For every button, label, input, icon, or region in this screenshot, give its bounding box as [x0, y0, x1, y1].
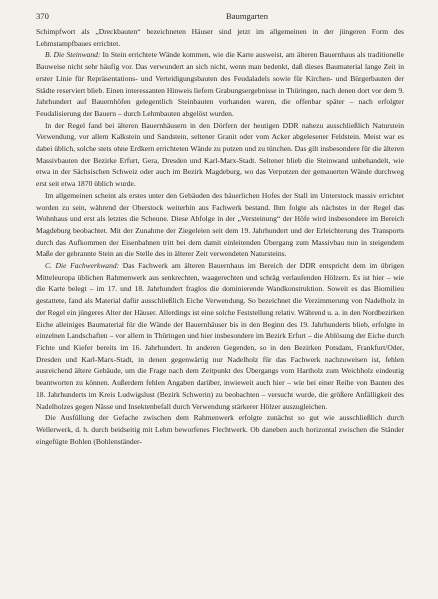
paragraph-text: Die Ausfüllung der Gefache zwischen dem Rahmenwerk erfolgte zunächst so gut wie ausschließlich durch Wellerwerk, d. h. durch beidseitig mit Lehm beworfenes Flechtwerk. Ob daneben auch horizontal zwischen die Ständer eingefügte Bohlen (Bohlenständer- — [36, 413, 404, 446]
paragraph — [36, 26, 404, 49]
paragraph-text: In Stein errichtete Wände kommen, wie die Karte ausweist, am älteren Bauernhaus als traditionelle Bauweise nicht sehr häufig vor. Das verwundert an sich nicht, wenn man bedenkt, daß dieses Baumaterial lange Zeit in erster Linie für Repräsentations- und Verteidigungsbauten des Feudaladels sowie für Kirchen- und Bürgerbauten der Städte reserviert blieb. Einen interessanten Hinweis liefern Grabungsergebnisse in Thüringen, nach denen dort vor dem 9. Jahrhundert auf Bauernhöfen gelegentlich Steinbauten vorhanden waren, die offenbar später – nach erfolgter Feudalisierung der Bauern – durch Lehmbauten abgelöst wurden. — [36, 50, 405, 118]
page-number: 370 — [36, 11, 49, 21]
paragraph-section-c — [36, 260, 404, 412]
paragraph-text: Im allgemeinen scheint als erstes unter den Gebäuden des bäuerlichen Hofes der Stall im Unterstock massiv errichtet worden zu sein, während der Oberstock weiterhin aus Fachwerk bestand. Ihm folgte als nächstes in der Regel das Wohnhaus und erst als letztes die Scheune. Diese Abfolge in der „Versteinung“ der Höfe wird insbesondere im Bereich Magdeburg beobachtet. Mit der Zunahme der Ziegeleien seit dem 19. Jahrhundert und der Erleichterung des Transports durch das Aufkommen der Eisenbahnen tritt bei dem damit einleitenden Übergang zum Massivbau nun in steigendem Maße der gebrannte Stein an die Stelle des in älterer Zeit verwendeten Natursteins. — [36, 190, 404, 259]
page-header — [36, 11, 404, 22]
paragraph — [36, 190, 404, 260]
running-title: Baumgarten — [226, 11, 268, 21]
paragraph-text: Schimpfwort als „Dreckbauten“ bezeichneten Häuser sind jetzt im allgemeinen in der jüngeren Form des Lehmstampfbaues errichtet. — [36, 27, 404, 48]
paragraph-text: Das Fachwerk am älteren Bauernhaus im Bereich der DDR entspricht dem im übrigen Mitteleuropa üblichen Rahmenwerk aus senkrechten, waagerechten und schräg verlaufenden Hölzern. Es ist hier – wie die Karte belegt – im 17. und 18. Jahrhundert fraglos die dominierende Wandkonstruktion. Soweit es das Biomilieu gestattete, fand als Material dafür ausschließlich Eiche Verwendung. So bezeichnet die Verzimmerung von Nadelholz in der Regel ein jüngeres Alter der Häuser. Allerdings ist eine solche Feststellung relativ. Während u. a. in den Nordbezirken Eiche alleiniges Baumaterial für die Wände der Bauernhäuser bis in den Beginn des 19. Jahrhunderts blieb, erfolgte in einzelnen Landschaften – vor allem in Thüringen und hier insbesondere im Bezirk Erfurt – die Ablösung der Eiche durch Fichte und Kiefer bereits im 16. Jahrhundert. In anderen Gegenden, so in den Bezirken Potsdam, Frankfurt/Oder, Dresden und Karl-Marx-Stadt, in denen gegenwärtig nur Nadelholz für das Fachwerk nachzuweisen ist, fehlen ausreichend ältere Gebäude, um die Frage nach dem Zeitpunkt des Übergangs vom Hartholz zum Weichholz eindeutig beantworten zu können. Außerdem fehlen Angaben darüber, inwieweit auch hier – wie bei einer Reihe von Bauten des 18. Jahrhunderts im Kreis Ludwigslust (Bezirk Schwerin) zu beobachten – versucht wurde, die größere Anfälligkeit des Nadelholzes gegen Nässe und Insektenbefall durch Verwendung stärkerer Hölzer auszugleichen. — [36, 261, 404, 411]
paragraph-section-b — [36, 49, 404, 119]
section-heading: C. Die Fachwerkwand: — [45, 261, 120, 271]
paragraph — [36, 120, 404, 190]
section-heading: B. Die Steinwand: — [45, 50, 101, 60]
paragraph-text: In der Regel fand bei älteren Bauernhäusern in den Dörfern der heutigen DDR nahezu ausschließlich Naturstein Verwendung, vor allem Kalkstein und Sandstein, seltener Granit oder vom Acker abgelesener Feldstein. Meist war es dabei üblich, solche stets ohne Erdkern errichteten Wände zu putzen und zu tünchen. Das gilt insbesondere für die älteren Massivbauten der Bezirke Erfurt, Gera, Dresden und Karl-Marx-Stadt. Seltener blieb die Steinwand unbehandelt, wie etwa in der Sächsischen Schweiz oder auch im Bezirk Magdeburg, wo das Verputzen der gemauerten Wände durchweg erst seit etwa 1870 üblich wurde. — [36, 120, 404, 189]
paragraph — [36, 412, 404, 447]
